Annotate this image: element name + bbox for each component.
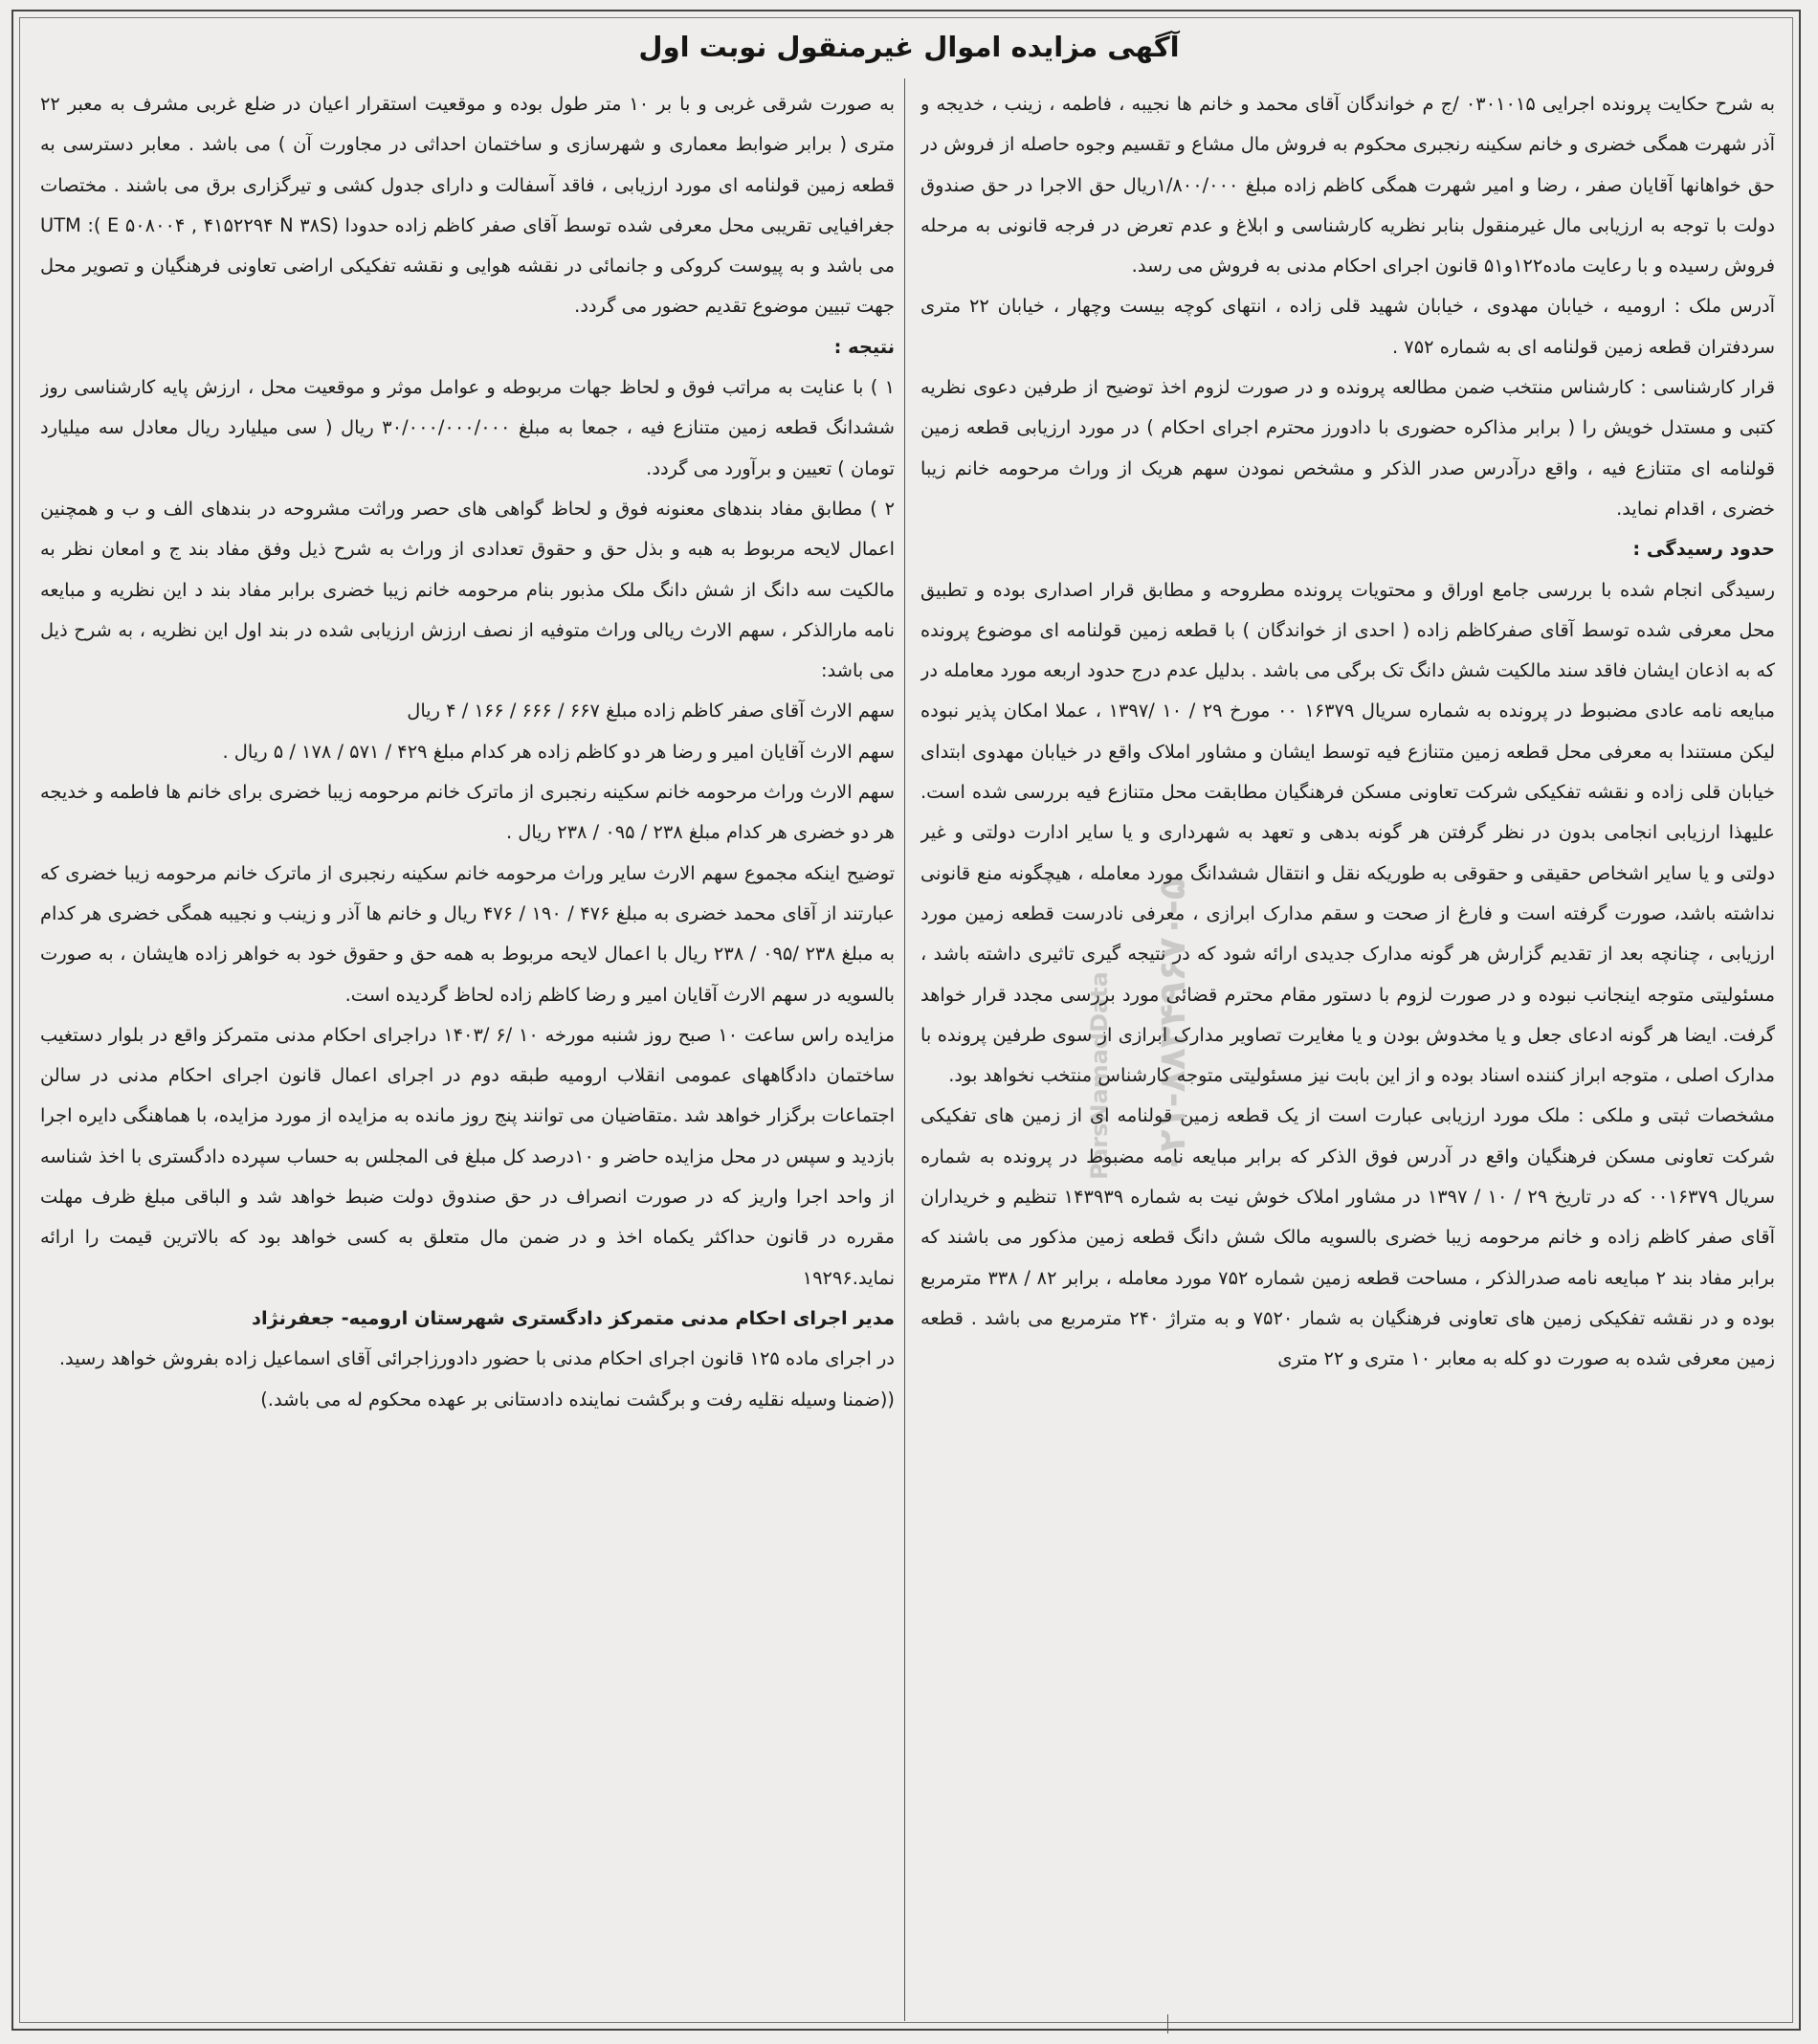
notice-paragraph: سهم الارث آقای صفر کاظم زاده مبلغ ۶۶۷ / ۶۶۶ / ۱۶۶ / ۴ ریال [407,700,895,722]
notice-paragraph: مزایده راس ساعت ۱۰ صبح روز شنبه مورخه ۱۰ /۶ /۱۴۰۳ دراجرای احکام مدنی متمرکز واقع در بلوار دستغیب ساختمان دادگاههای عمومی انقلاب ارومیه طبقه دوم در اجرای اعمال قانون اجرای احکام مدنی در سالن اجتماعات برگزار خواهد شد .متقاضیان می توانند پنج روز مانده به مزایده از مورد مزایده، با هماهنگی دایره اجرا بازدید و سپس در محل مزایده حاضر و ۱۰درصد کل مبلغ فی المجلس به حساب سپرده دادگستری با اخذ شناسه از واحد اجرا واریز که در صورت انصراف در حق صندوق دولت ضبط خواهد شد و الباقی مبلغ ظرف مهلت مقرره در قانون حداکثر یکماه اخذ و در ضمن مال متعلق به کسی خواهد بود که بالاترین قیمت را ارائه نماید.۱۹۲۹۶ [40,1023,895,1289]
column-divider [904,78,905,2021]
section-heading: حدود رسیدگی : [1632,538,1775,561]
notice-paragraph: به صورت شرقی غربی و با بر ۱۰ متر طول بوده و موقعیت استقرار اعیان در ضلع غربی مشرف به معبر ۲۲ متری ( برابر ضوابط معماری و شهرسازی و ساختمان احداثی در مجاورت آن ) می باشد . معابر دسترسی به قطعه زمین قولنامه ای مورد ارزیابی ، فاقد آسفالت و دارای جدول کشی و تیرگزاری برق می باشند . مختصات جغرافیایی تقریبی محل معرفی شده توسط آقای صفر کاظم زاده حدودا (E ۵۰۸۰۰۴ , ۴۱۵۲۲۹۴ N ۳۸S ): UTM می باشد و به پیوست کروکی و جانمائی در نقشه هوایی و نقشه تفکیکی اراضی تعاونی فرهنگیان و تصویر محل جهت تبیین موضوع تقدیم حضور می گردد. [40,93,895,318]
notice-paragraph: ((ضمنا وسیله نقلیه رفت و برگشت نماینده دادستانی بر عهده محکوم له می باشد.) [260,1388,895,1411]
notice-paragraph: توضیح اینکه مجموع سهم الارث سایر وراث مرحومه خانم سکینه رنجبری از ماترک خانم مرحومه زیبا خضری که عبارتند از آقای محمد خضری به مبلغ ۴۷۶ / ۱۹۰ / ۴۷۶ ریال و خانم ها آذر و زینب و نجیبه همگی خضری هر کدام به مبلغ ۲۳۸ /۰۹۵ / ۲۳۸ ریال با اعمال لایحه مربوط به همه حق و حقوق خود به خواهر زاده هایشان ، به صورت بالسویه در سهم الارث آقایان امیر و رضا کاظم زاده لحاظ گردیده است. [40,861,895,1006]
signature-line: مدیر اجرای احکام مدنی متمرکز دادگستری شهرستان ارومیه- جعفرنژاد [252,1306,895,1329]
notice-paragraph: به شرح حکایت پرونده اجرایی ۰۳۰۱۰۱۵ /ج م خواندگان آقای محمد و خانم ها نجیبه ، فاطمه ، زینب ، خدیجه و آذر شهرت همگی خضری و خانم سکینه رنجبری محکوم به فروش مال مشاع و تقسیم وجوه حاصله از فروش در حق خواهانها آقایان صفر ، رضا و امیر شهرت همگی کاظم زاده مبلغ ۱/۸۰۰/۰۰۰ریال حق الاجرا در حق صندوق دولت با توجه به ارزیابی مال غیرمنقول بنابر نظریه کارشناسی و ابلاغ و عدم تعرض در فرجه قانونی به مرحله فروش رسیده و با رعایت ماده۱۲۲و۵۱ قانون اجرای احکام مدنی به فروش می رسد. [920,93,1775,278]
notice-paragraph: آدرس ملک : ارومیه ، خیابان مهدوی ، خیابان شهید قلی زاده ، انتهای کوچه بیست وچهار ، خیابان ۲۲ متری سردفتران قطعه زمین قولنامه ای به شماره ۷۵۲ . [920,295,1775,358]
notice-paragraph: در اجرای ماده ۱۲۵ قانون اجرای احکام مدنی با حضور دادورزاجرائی آقای اسماعیل زاده بفروش خواهد رسید. [58,1347,895,1370]
left-column [40,84,895,1883]
section-heading: نتیجه : [833,335,895,358]
notice-paragraph: سهم الارث آقایان امیر و رضا هر دو کاظم زاده هر کدام مبلغ ۴۲۹ / ۵۷۱ / ۱۷۸ / ۵ ریال . [222,740,895,763]
notice-paragraph: ۱ ) با عنایت به مراتب فوق و لحاظ جهات مربوطه و عوامل موثر و موقعیت محل ، ارزش پایه کارشناسی روز ششدانگ قطعه زمین متنازع فیه ، جمعا به مبلغ ۳۰/۰۰۰/۰۰۰/۰۰۰ ریال ( سی میلیارد ریال معادل سه میلیارد تومان ) تعیین و برآورد می گردد. [40,376,895,479]
bottom-divider [1167,2014,1168,2033]
notice-title: آگهی مزایده اموال غیرمنقول نوبت اول [638,31,1180,63]
notice-paragraph: مشخصات ثبتی و ملکی : ملک مورد ارزیابی عبارت است از یک قطعه زمین قولنامه ای از زمین های تفکیکی شرکت تعاونی مسکن فرهنگیان واقع در آدرس فوق الذکر که برابر مبایعه نامه مضبوط در پرونده به شماره سریال ۰۰۱۶۳۷۹ که در تاریخ ۲۹ / ۱۰ / ۱۳۹۷ در مشاور املاک خوش نیت به شماره ۱۴۳۹۳۹ تنظیم و خریداران آقای صفر کاظم زاده و خانم مرحومه زیبا خضری بالسویه مالک شش دانگ قطعه زمین مذکور می باشند که برابر مفاد بند ۲ مبایعه نامه صدرالذکر ، مساحت قطعه زمین شماره ۷۵۲ مورد معامله ، برابر ۸۲ / ۳۳۸ مترمربع بوده و در نقشه تفکیکی زمین های تعاونی فرهنگیان به شمار ۷۵۲۰ و به متراژ ۲۴۰ مترمربع می باشد . قطعه زمین معرفی شده به صورت دو کله به معابر ۱۰ متری و ۲۲ متری [920,1104,1775,1370]
notice-paragraph: ۲ ) مطابق مفاد بندهای معنونه فوق و لحاظ گواهی های حصر وراثت مشروحه در بندهای الف و ب و همچنین اعمال لایحه مربوط به هبه و بذل حق و حقوق تعدادی از وراث به شرح ذیل وفق مفاد بند ج و امعان نظر به مالکیت سه دانگ از شش دانگ ملک مذبور بنام مرحومه خانم زیبا خضری برابر مفاد بند د این نظریه و مبایعه نامه مارالذکر ، سهم الارث ریالی وراث متوفیه از نصف ارزش ارزیابی شده در بند اول این نظریه ، به شرح ذیل می باشد: [40,497,895,682]
notice-paragraph: رسیدگی انجام شده با بررسی جامع اوراق و محتویات پرونده مطروحه و مطابق قرار اصداری بوده و تطبیق محل معرفی شده توسط آقای صفرکاظم زاده ( احدی از خواندگان ) با قطعه زمین قولنامه ای موضوع پرونده که به اذعان ایشان فاقد سند مالکیت شش دانگ تک برگی می باشد . بدلیل عدم درج حدود اربعه مورد معامله در مبایعه نامه عادی مضبوط در پرونده به شماره سریال ۱۶۳۷۹ ۰۰ مورخ ۲۹ / ۱۰ /۱۳۹۷ ، عملا امکان پذیر نبوده لیکن مستندا به معرفی محل قطعه زمین متنازع فیه توسط ایشان و مشاور املاک واقع در خیابان مهدوی ابتدای خیابان قلی زاده و نقشه تفکیکی شرکت تعاونی مسکن فرهنگیان مطابقت محل متنازع فیه بررسی شده است. علیهذا ارزیابی انجامی بدون در نظر گرفتن هر گونه بدهی و تعهد به شهرداری و یا سایر ادارت دولتی و غیر دولتی و یا سایر اشخاص حقیقی و حقوقی به طوریکه نقل و انتقال ششدانگ مورد معامله ، هیچگونه منع قانونی نداشته باشد، صورت گرفته است و فارغ از صحت و سقم مدارک ابرازی ، معرفی نادرست قطعه زمین مورد ارزیابی ، چنانچه بعد از تقدیم گزارش هر گونه مدارک جدیدی ارائه شود که در نتیجه گیری تاثیری داشته باشد ، مسئولیتی متوجه اینجانب نبوده و در صورت لزوم با دستور مقام محترم قضائی مورد بررسی مجدد قرار خواهد گرفت. ایضا هر گونه ادعای جعل و یا مخدوش بودن و یا مغایرت تصاویر مدارک ابرازی از سوی طرفین پرونده با مدارک اصلی ، متوجه ابراز کننده اسناد بوده و از این بابت نیز مسئولیتی متوجه کارشناس منتخب نخواهد بود. [920,578,1775,1087]
right-column [920,84,1775,2008]
notice-paragraph: سهم الارث وراث مرحومه خانم سکینه رنجبری از ماترک خانم مرحومه زیبا خضری برای خانم ها فاطمه و خدیجه هر دو خضری هر کدام مبلغ ۲۳۸ / ۰۹۵ / ۲۳۸ ریال . [40,781,895,844]
notice-paragraph: قرار کارشناسی : کارشناس منتخب ضمن مطالعه پرونده و در صورت لزوم اخذ توضیح از طرفین دعوی نظریه کتبی و مستدل خویش را ( برابر مذاکره حضوری با دادورز محترم اجرای احکام ) در مورد ارزیابی قطعه زمین قولنامه ای متنازع فیه ، واقع درآدرس صدر الذکر و مشخص نمودن سهم هریک از وراث مرحومه خانم زیبا خضری ، اقدام نماید. [920,376,1775,520]
